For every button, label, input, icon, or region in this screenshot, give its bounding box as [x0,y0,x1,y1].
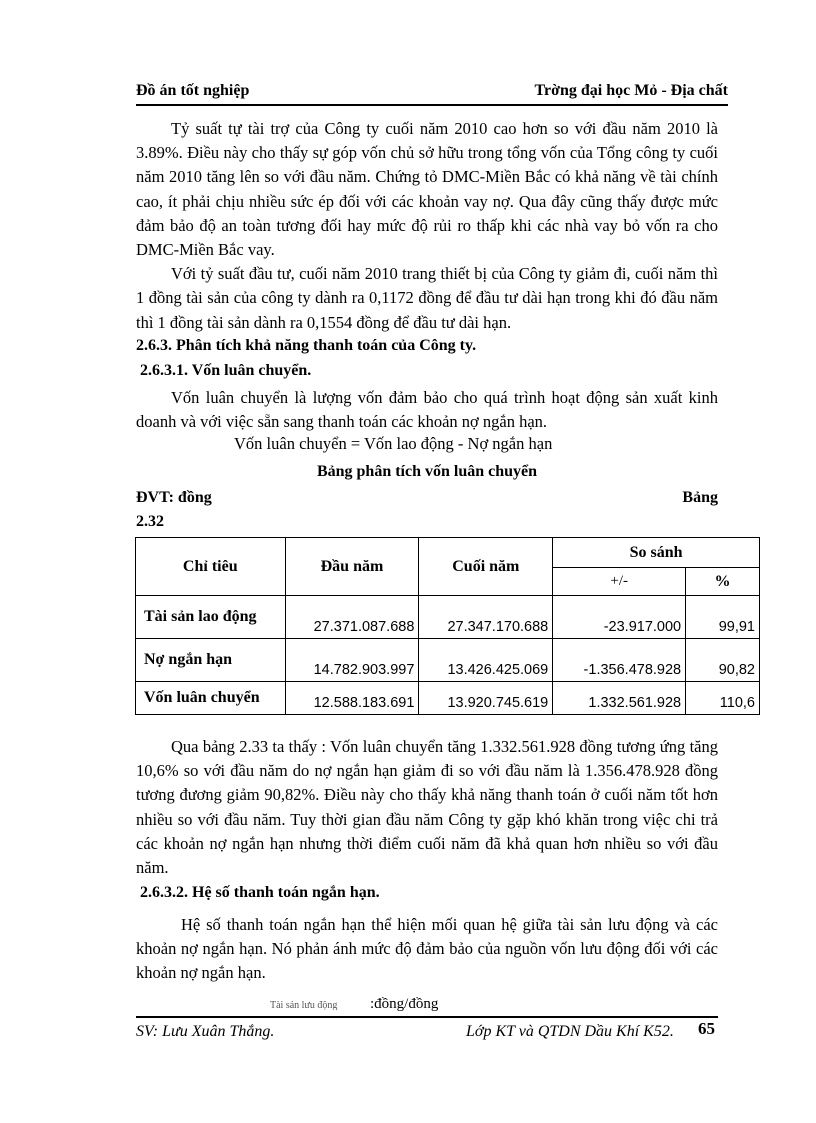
vlc-paragraph-block [136,386,718,434]
cell-pct: 90,82 [686,639,760,682]
cell-pct: 99,91 [686,596,760,639]
cell-pct: 110,6 [686,682,760,715]
paragraph-analysis: Qua bảng 2.33 ta thấy : Vốn luân chuyển tăng 1.332.561.928 đồng tương ứng tăng 10,6% so với đầu năm do nợ ngắn hạn giảm đi so với đầu năm là 1.356.478.928 đồng tương đương giảm 90,82%. Điều này cho thấy khả năng thanh toán ở cuối năm tốt hơn nhiều so với đầu năm. Tuy thời gian đầu năm Công ty gặp khó khăn trong việc chi trả các khoản nợ ngắn hạn nhưng thời điểm cuối năm đã khả quan hơn nhiều so với đầu năm. [136,737,718,878]
formula-line: Vốn luân chuyển = Vốn lao động - Nợ ngắn hạn [234,434,553,453]
header-pct: % [686,568,760,596]
cut-off-unit: :đồng/đồng [370,996,439,1012]
header-so-sanh: So sánh [553,538,760,568]
header-chi-tieu: Chỉ tiêu [136,538,286,596]
table-row [136,682,760,715]
cell-dau-nam: 12.588.183.691 [285,682,419,715]
analysis-paragraph-block [136,735,718,880]
header-diff: +/- [553,568,686,596]
cell-dau-nam: 14.782.903.997 [285,639,419,682]
footer-class: Lớp KT và QTDN Dầu Khí K52. [466,1023,674,1040]
section-heading-263: 2.6.3. Phân tích khả năng thanh toán của Công ty. [136,337,477,354]
cut-off-formula [270,996,438,1013]
header-cuoi-nam: Cuối năm [419,538,553,596]
footer-student: SV: Lưu Xuân Thắng. [136,1023,275,1040]
table-row [136,596,760,639]
row-label: Tài sản lao động [136,596,286,639]
paragraph-current-ratio: Hệ số thanh toán ngắn hạn thể hiện mối quan hệ giữa tài sản lưu động và các khoản nợ ngắn hạn. Nó phản ánh mức độ đảm bảo của nguồn vốn lưu động đối với các khoản nợ ngắn hạn. [136,915,718,983]
cut-off-text: Tài sản lưu động [270,999,338,1010]
paragraph-self-financing: Tỷ suất tự tài trợ của Công ty cuối năm 2010 cao hơn so với đầu năm 2010 là 3.89%. Điều này cho thấy sự góp vốn chủ sở hữu trong tổng vốn của Tổng công ty cuối năm 2010 tăng lên so với đầu năm. Chứng tỏ DMC-Miền Bắc có khả năng về tài chính cao, ít phải chịu nhiều sức ép đối với các khoản vay nợ. Qua đây cũng thấy được mức đảm bảo độ an toàn tương đối hay mức độ rủi ro thấp khi các nhà vay bỏ vốn ra cho DMC-Miền Bắc vay. [136,119,718,260]
header-dau-nam: Đầu năm [285,538,419,596]
table-label: Bảng [682,489,718,506]
section-heading-2631: 2.6.3.1. Vốn luân chuyển. [140,362,312,379]
ratio-paragraph-block [136,913,718,986]
paragraph-investment-ratio: Với tỷ suất đầu tư, cuối năm 2010 trang thiết bị của Công ty giảm đi, cuối năm thì 1 đồng tài sản của công ty dành ra 0,1172 đồng để đầu tư dài hạn trong khi đó đầu năm thì 1 đồng tài sản dành ra 0,1554 đồng để đầu tư dài hạn. [136,264,718,332]
cell-diff: 1.332.561.928 [553,682,686,715]
cell-diff: -23.917.000 [553,596,686,639]
row-label: Vốn luân chuyển [136,682,286,715]
footer-rule [136,1016,718,1018]
cell-cuoi-nam: 27.347.170.688 [419,596,553,639]
top-paragraphs [136,117,718,335]
page-number: 65 [698,1019,715,1038]
table-header-row [136,538,760,568]
cell-cuoi-nam: 13.920.745.619 [419,682,553,715]
paragraph-working-capital: Vốn luân chuyển là lượng vốn đảm bảo cho quá trình hoạt động sản xuất kinh doanh và với việc sẵn sang thanh toán các khoản nợ ngắn hạn. [136,388,718,432]
unit-label: ĐVT: đồng [136,489,212,506]
row-label: Nợ ngắn hạn [136,639,286,682]
cell-dau-nam: 27.371.087.688 [285,596,419,639]
cell-diff: -1.356.478.928 [553,639,686,682]
header-left: Đồ án tốt nghiệp [136,82,250,99]
section-heading-2632: 2.6.3.2. Hệ số thanh toán ngắn hạn. [140,884,380,901]
working-capital-table [135,537,760,715]
table-number: 2.32 [136,513,164,530]
page-header [136,80,728,106]
table-title: Bảng phân tích vốn luân chuyển [316,463,538,480]
header-right: Trờng đại học Mỏ - Địa chất [534,82,728,99]
table-row [136,639,760,682]
cell-cuoi-nam: 13.426.425.069 [419,639,553,682]
